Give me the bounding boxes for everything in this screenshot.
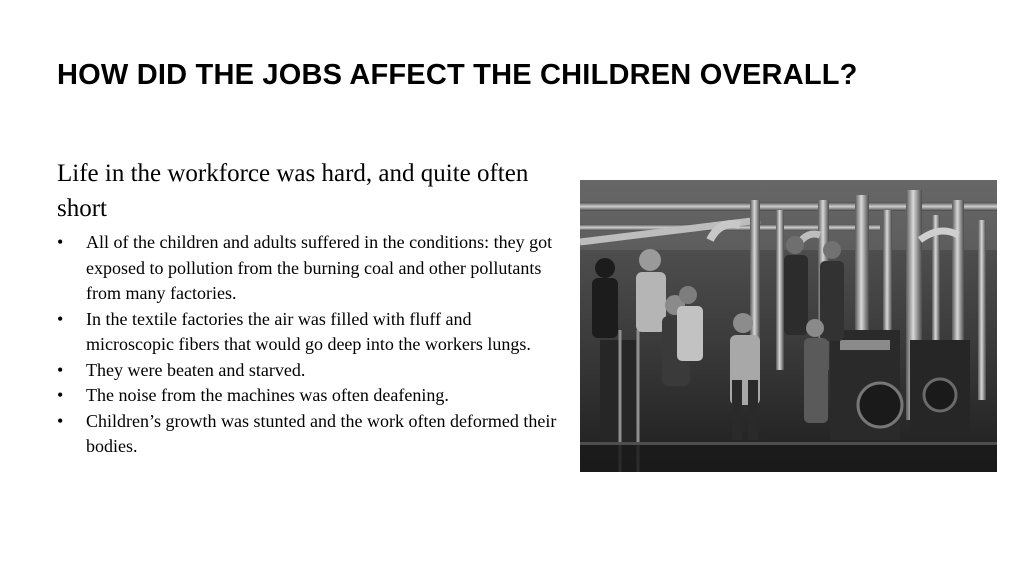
bullet-text: Children’s growth was stunted and the work often deformed their bodies. — [86, 410, 557, 456]
slide-body — [57, 156, 557, 460]
bullet-item — [57, 409, 557, 460]
bullet-text: They were beaten and starved. — [86, 359, 306, 380]
bullet-icon: • — [57, 308, 64, 329]
bullet-icon: • — [57, 385, 64, 405]
bullet-icon: • — [57, 232, 64, 252]
bullet-text: In the textile factories the air was filled with fluff and microscopic fibers that would go deep into the workers lungs. — [86, 308, 531, 354]
bullet-list — [57, 230, 557, 460]
slide-title: HOW DID THE JOBS AFFECT THE CHILDREN OVERALL? — [57, 59, 858, 91]
factory-photo-illustration — [580, 180, 997, 472]
bullet-text: The noise from the machines was often deafening. — [86, 385, 449, 405]
bullet-text: All of the children and adults suffered in the conditions: they got exposed to pollution from the burning coal and other pollutants from many factories. — [86, 232, 553, 303]
bullet-item — [57, 230, 557, 307]
bullet-icon: • — [57, 410, 64, 431]
bullet-icon: • — [57, 359, 64, 380]
bullet-item — [57, 358, 557, 384]
bullet-item — [57, 383, 557, 409]
bullet-item — [57, 307, 557, 358]
lead-text: Life in the workforce was hard, and quite often short — [57, 160, 529, 222]
factory-photo — [580, 180, 997, 472]
